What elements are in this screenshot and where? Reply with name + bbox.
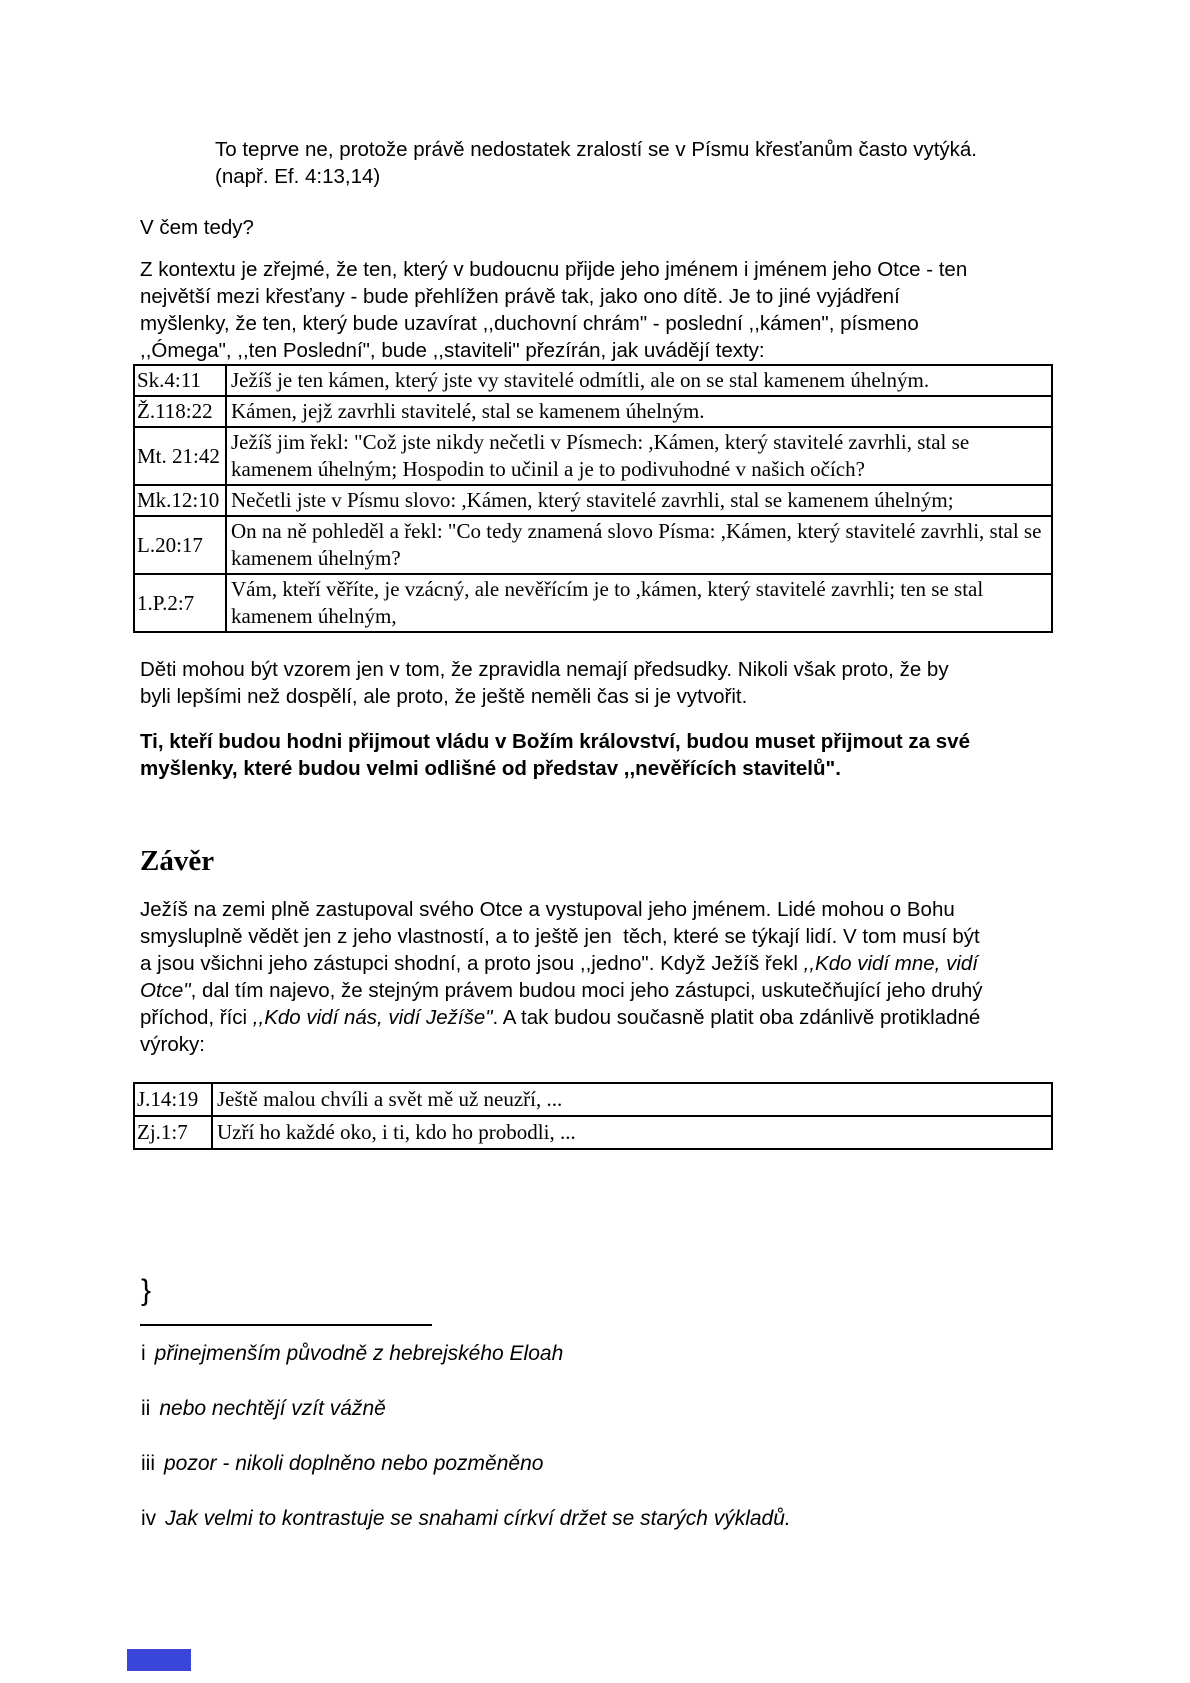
scripture-ref: Mk.12:10 (134, 485, 226, 516)
scripture-ref: J.14:19 (134, 1083, 212, 1116)
text-segment: a jsou všichni jeho zástupci shodní, a proto jsou ,,jedno". Když Ježíš řekl (140, 952, 804, 975)
footnotes-block (141, 1340, 791, 1560)
scripture-ref: Ž.118:22 (134, 396, 226, 427)
footnote-separator-line (140, 1324, 432, 1326)
scripture-row (134, 1116, 1052, 1149)
scripture-row (134, 1083, 1052, 1116)
scripture-table-quotes (133, 1082, 1053, 1150)
scripture-text: Ježíš jim řekl: "Což jste nikdy nečetli v Písmech: ,Kámen, který stavitelé zavrhli, stal se kamenem úhelným; Hospodin to učinil a je to podivuhodné v našich očích? (226, 427, 1052, 485)
scripture-text: Uzří ho každé oko, i ti, kdo ho probodli, ... (212, 1116, 1052, 1149)
footnote-number: iii (141, 1452, 155, 1475)
scripture-row (134, 396, 1052, 427)
paragraph-context (140, 256, 967, 364)
scripture-ref: Sk.4:11 (134, 365, 226, 396)
question-line: V čem tedy? (140, 216, 254, 239)
italic-quote: ,,Kdo vidí nás, vidí Ježíše" (252, 1006, 493, 1029)
footnote-text: Jak velmi to kontrastuje se snahami církví držet se starých výkladů. (165, 1507, 791, 1530)
text-line (140, 977, 983, 1004)
footnote-text: přinejmenším původně z hebrejského Eloah (154, 1342, 564, 1365)
scripture-text: Ještě malou chvíli a svět mě už neuzří, ... (212, 1083, 1052, 1116)
text-line: myšlenky, které budou velmi odlišné od představ ,,nevěřících stavitelů". (140, 757, 841, 780)
scripture-ref: 1.P.2:7 (134, 574, 226, 632)
blue-marker (127, 1649, 191, 1671)
text-line: myšlenky, že ten, který bude uzavírat ,,duchovní chrám" - poslední ,,kámen", písmeno (140, 312, 919, 335)
text-segment: výroky: (140, 1033, 205, 1056)
text-line: (např. Ef. 4:13,14) (215, 165, 381, 188)
paragraph-conclusion (140, 896, 983, 1058)
text-segment: příchod, říci (140, 1006, 253, 1029)
italic-quote: ,,Kdo vidí mne, vidí (803, 952, 978, 975)
footnote (141, 1505, 791, 1532)
scripture-row (134, 485, 1052, 516)
text-line (140, 1031, 983, 1058)
text-line (140, 896, 983, 923)
italic-quote: Otce" (140, 979, 191, 1002)
text-segment: Ježíš na zemi plně zastupoval svého Otce a vystupoval jeho jménem. Lidé mohou o Bohu (140, 898, 955, 921)
text-segment: , dal tím najevo, že stejným právem budou moci jeho zástupci, uskutečňující jeho druhý (190, 979, 983, 1002)
text-line: Z kontextu je zřejmé, že ten, který v budoucnu přijde jeho jménem i jménem jeho Otce - ten (140, 258, 968, 281)
scripture-ref: L.20:17 (134, 516, 226, 574)
text-line: největší mezi křesťany - bude přehlížen právě tak, jako ono dítě. Je to jiné vyjádření (140, 285, 900, 308)
scripture-row (134, 365, 1052, 396)
scripture-text: On na ně pohleděl a řekl: "Co tedy znamená slovo Písma: ,Kámen, který stavitelé zavrhli, stal se kamenem úhelným? (226, 516, 1052, 574)
scripture-table-cornerstone (133, 364, 1053, 633)
scripture-ref: Zj.1:7 (134, 1116, 212, 1149)
footnote-text: nebo nechtějí vzít vážně (159, 1397, 386, 1420)
scripture-text: Ježíš je ten kámen, který jste vy stavitelé odmítli, ale on se stal kamenem úhelným. (226, 365, 1052, 396)
footnote (141, 1450, 791, 1477)
scripture-row (134, 574, 1052, 632)
text-line (140, 950, 983, 977)
paragraph-bold-statement (140, 728, 970, 782)
text-line: ,,Ómega", ,,ten Poslední", bude ,,staviteli" přezírán, jak uvádějí texty: (140, 339, 765, 362)
scripture-text: Kámen, jejž zavrhli stavitelé, stal se kamenem úhelným. (226, 396, 1052, 427)
footnote-number: ii (141, 1397, 151, 1420)
scripture-text: Vám, kteří věříte, je vzácný, ale nevěřícím je to ,kámen, který stavitelé zavrhli; ten se stal kamenem úhelným, (226, 574, 1052, 632)
intro-indented-block (215, 136, 977, 190)
text-segment: . A tak budou současně platit oba zdánlivě protikladné (492, 1006, 981, 1029)
footnote (141, 1340, 791, 1367)
scripture-text: Nečetli jste v Písmu slovo: ,Kámen, který stavitelé zavrhli, stal se kamenem úhelným; (226, 485, 1052, 516)
footnote-number: i (141, 1342, 146, 1365)
scripture-row (134, 427, 1052, 485)
scripture-ref: Mt. 21:42 (134, 427, 226, 485)
section-heading-zaver: Závěr (140, 845, 215, 877)
text-line: byli lepšími než dospělí, ale proto, že ještě neměli čas si je vytvořit. (140, 685, 748, 708)
paragraph-children (140, 656, 949, 710)
closing-brace: } (141, 1274, 152, 1307)
footnote (141, 1395, 791, 1422)
text-line: To teprve ne, protože právě nedostatek zralostí se v Písmu křesťanům často vytýká. (215, 138, 977, 161)
scripture-row (134, 516, 1052, 574)
text-segment: smysluplně vědět jen z jeho vlastností, a to ještě jen těch, které se týkají lidí. V tom musí být (140, 925, 980, 948)
footnote-text: pozor - nikoli doplněno nebo pozměněno (164, 1452, 544, 1475)
text-line: Děti mohou být vzorem jen v tom, že zpravidla nemají předsudky. Nikoli však proto, že by (140, 658, 949, 681)
footnote-number: iv (141, 1507, 157, 1530)
text-line (140, 923, 983, 950)
text-line: Ti, kteří budou hodni přijmout vládu v Božím království, budou muset přijmout za své (140, 730, 970, 753)
text-line (140, 1004, 983, 1031)
